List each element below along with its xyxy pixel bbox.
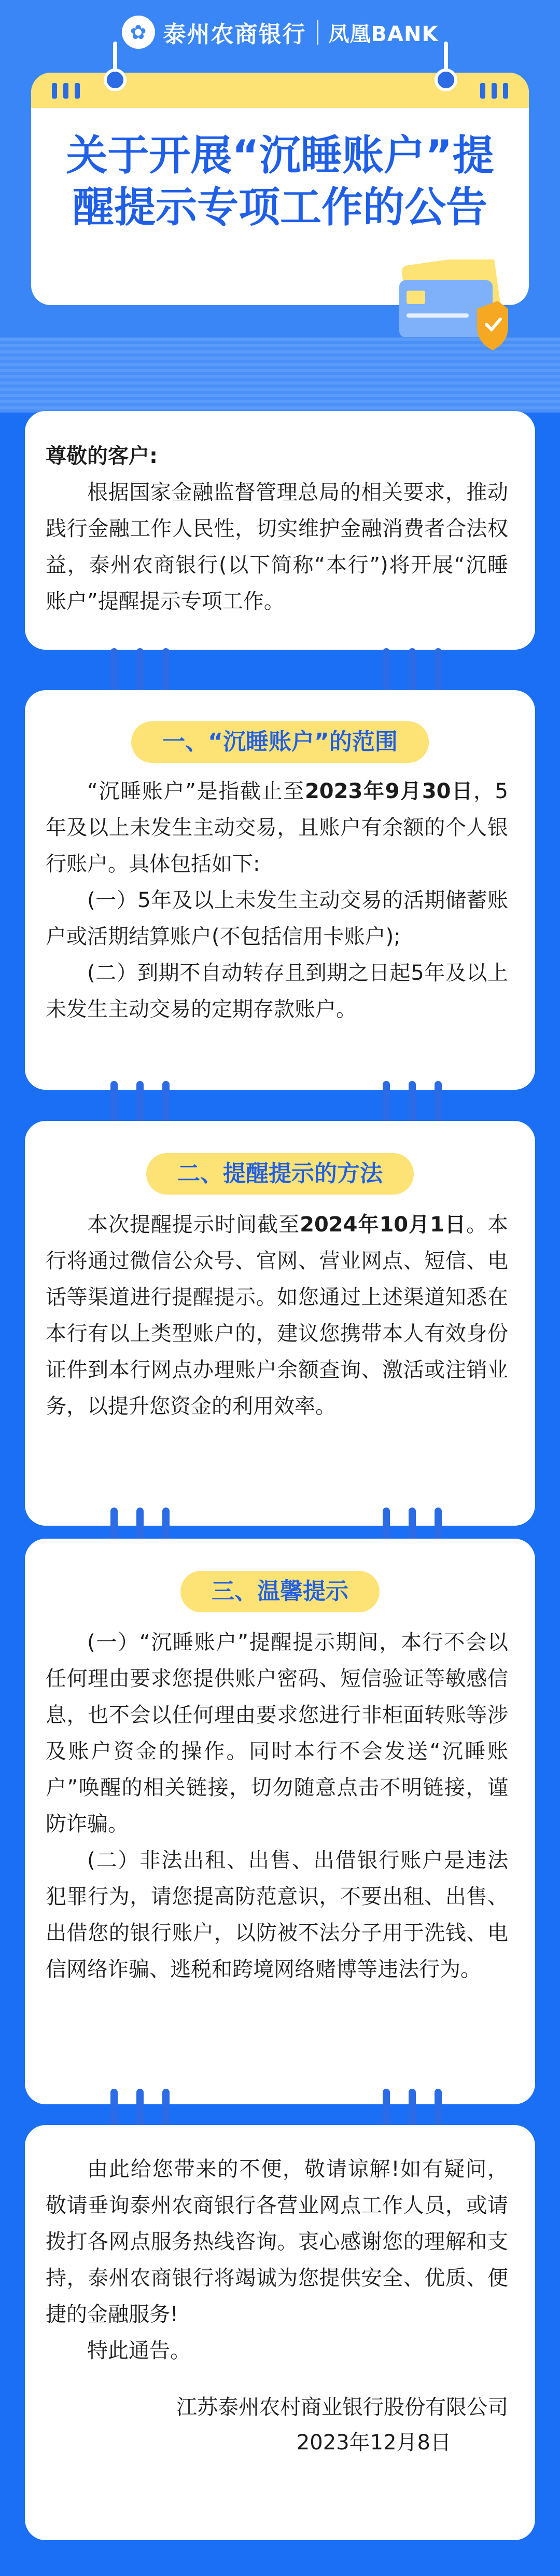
bar-lines-left [52,83,80,99]
method-body: 本次提醒提示时间截至2024年10月1日。本行将通过微信公众号、官网、营业网点、短信、电话等渠道进行提醒提示。如您通过上述渠道知悉在本行有以上类型账户的，建议您携带本人有效身份证件到本行网点办理账户余额查询、激活或注销业务，以提升您资金的利用效率。 [46,1213,509,1418]
closing-body: 由此给您带来的不便，敬请谅解!如有疑问，敬请垂询泰州农商银行各营业网点工作人员，或请拨打各网点服务热线咨询。衷心感谢您的理解和支持，泰州农商银行将竭诚为您提供安全、优质、便捷的金融服务! [46,2157,508,2326]
scope-item-1: (一）5年及以上未发生主动交易的活期储蓄账户或活期结算账户(不包括信用卡账户); [46,888,508,949]
closing-card [25,2125,535,2540]
page-title: 关于开展“沉睡账户”提 醒提示专项工作的公告 [66,131,494,231]
bar-lines-right [480,83,508,99]
scope-definition: “沉睡账户”是指截止至2023年9月30日，5年及以上未发生主动交易，且账户有余额的个人银行账户。具体包括如下: [46,779,509,876]
brand-name: 泰州农商银行 [163,21,306,48]
section-method [25,1121,535,1526]
section-heading-scope: 一、“沉睡账户”的范围 [131,721,429,763]
closing-notice: 特此通告。 [87,2339,191,2363]
intro-card [25,411,535,650]
scope-item-2: (二）到期不自动转存且到期之日起5年及以上未发生主动交易的定期存款账户。 [46,961,508,1021]
ring-right-icon [435,68,457,91]
greeting: 尊敬的客户: [46,444,158,468]
brand-bar [0,11,560,53]
title-card-bar [31,73,529,108]
header-banner [0,0,560,413]
section-heading-tips: 三、温馨提示 [180,1571,380,1612]
section-tips [25,1539,535,2104]
issuer-name: 江苏泰州农村商业银行股份有限公司 [176,2395,508,2419]
ring-left-icon [104,68,127,91]
tips-item-2: (二）非法出租、出售、出借银行账户是违法犯罪行为，请您提高防范意识，不要出租、出售、出借您的银行账户，以防被不法分子用于洗钱、电信网络诈骗、逃税和跨境网络赌博等违法行为。 [46,1848,508,1981]
issue-date: 2023年12月8日 [296,2431,451,2455]
brand-divider [317,20,318,45]
bank-card-shield-icon [394,259,513,363]
tips-item-1: (一）“沉睡账户”提醒提示期间，本行不会以任何理由要求您提供账户密码、短信验证等敏感信息，也不会以任何理由要求您进行非柜面转账等涉及账户资金的操作。同时本行不会发送“沉睡账户”唤醒的相关链接，切勿随意点击不明链接，谨防诈骗。 [46,1630,508,1836]
section-scope [25,690,535,1090]
brand-sub: 凤凰BANK [328,22,439,46]
section-heading-method: 二、提醒提示的方法 [146,1153,414,1195]
intro-body: 根据国家金融监督管理总局的相关要求，推动践行金融工作人民性，切实维护金融消费者合法权益，泰州农商银行(以下简称“本行”)将开展“沉睡账户”提醒提示专项工作。 [46,481,508,613]
tzrcb-logo-icon: ✿ [122,16,155,49]
